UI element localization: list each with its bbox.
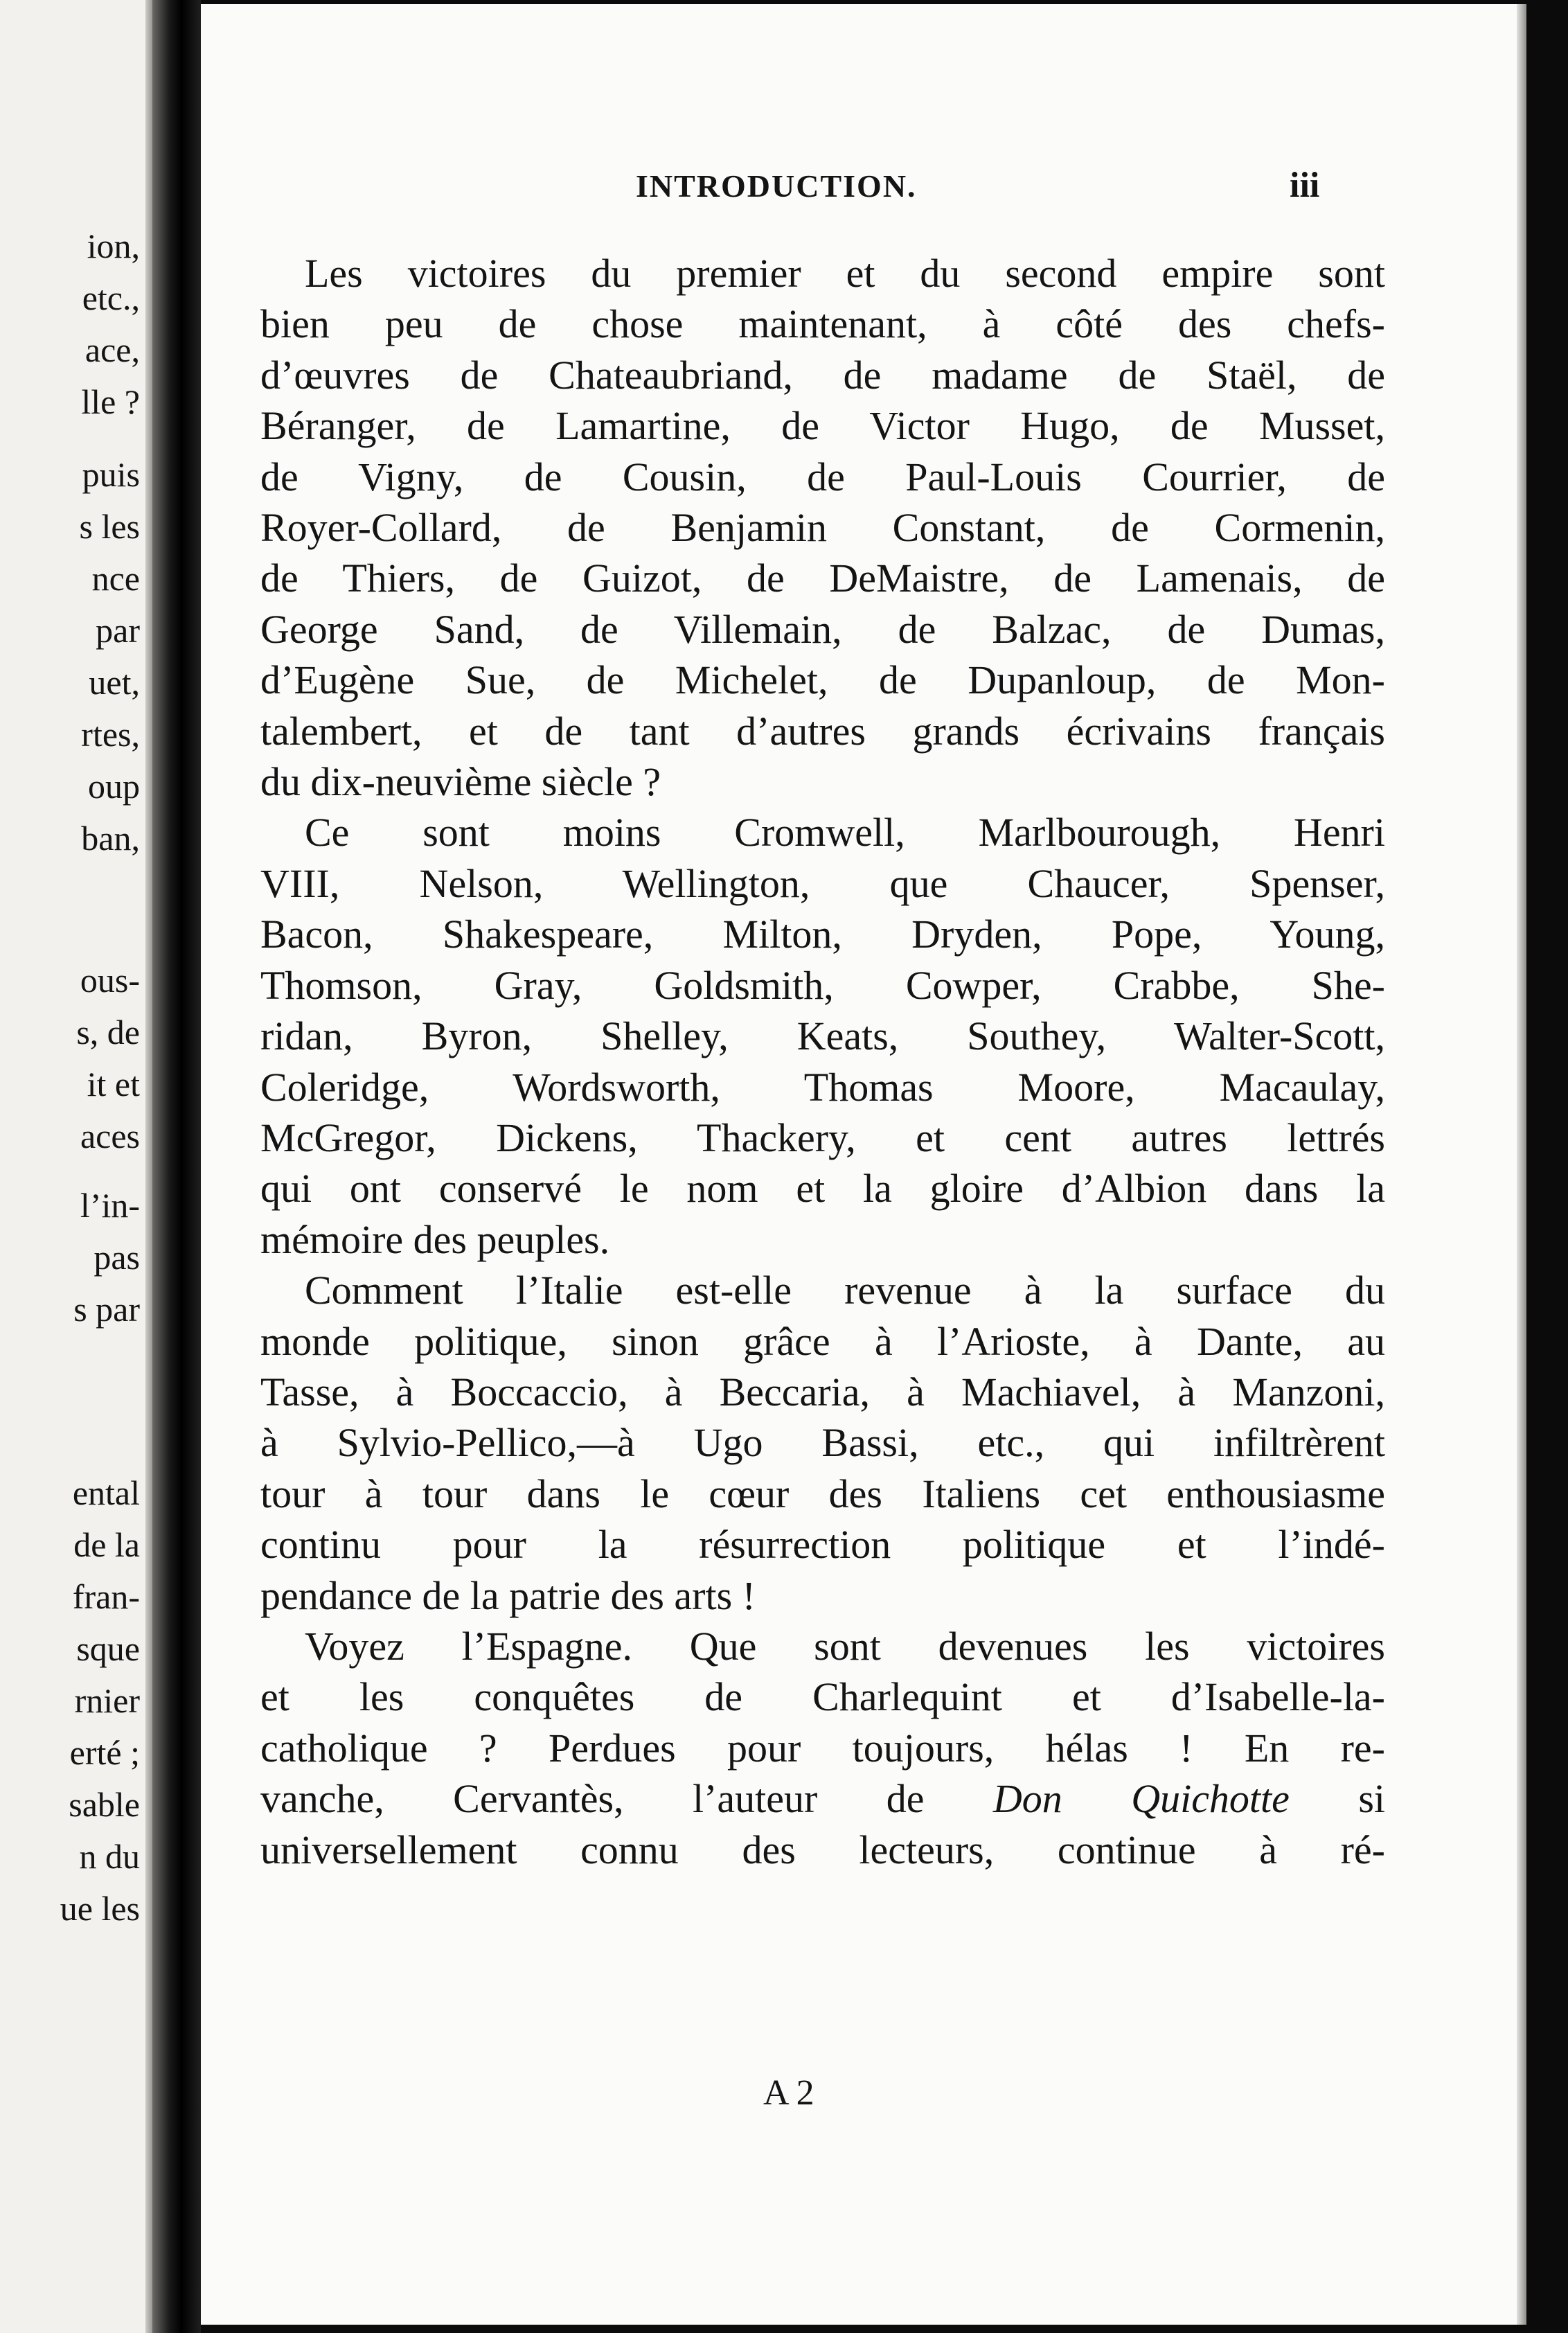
text-line-with-title: [260, 1773, 1385, 1824]
facing-page-fragment: erté ;: [69, 1733, 140, 1772]
facing-page-fragment: ue les: [60, 1889, 140, 1928]
text-line: George Sand, de Villemain, de Balzac, de Dumas,: [260, 606, 1385, 652]
paragraph-2: [260, 807, 1385, 1265]
facing-page-fragment: rtes,: [81, 715, 140, 754]
text-line: Comment l’Italie est-elle revenue à la surface du: [305, 1268, 1385, 1313]
book-gutter: [152, 0, 201, 2333]
text-line: monde politique, sinon grâce à l’Arioste, à Dante, au: [260, 1318, 1385, 1364]
text-line: Bacon, Shakespeare, Milton, Dryden, Pope, Young,: [260, 912, 1385, 957]
text-fragment: vanche, Cervantès, l’auteur de: [260, 1776, 925, 1822]
text-line: universellement connu des lecteurs, continue à ré-: [260, 1827, 1385, 1872]
text-line: continu pour la résurrection politique et l’indé-: [260, 1522, 1385, 1568]
facing-page-fragment: n du: [79, 1837, 140, 1876]
text-line: Les victoires du premier et du second empire sont: [305, 251, 1385, 296]
facing-page-fragment: puis: [82, 455, 140, 494]
text-line: à Sylvio-Pellico,—à Ugo Bassi, etc., qui infiltrèrent: [260, 1420, 1385, 1466]
signature-mark: A 2: [763, 2073, 814, 2113]
text-line: Béranger, de Lamartine, de Victor Hugo, de Musset,: [260, 403, 1385, 449]
facing-page-fragment: s par: [73, 1290, 140, 1329]
facing-page-fragment: uet,: [89, 663, 140, 702]
facing-page-fragment: ace,: [84, 330, 140, 369]
text-line: Ce sont moins Cromwell, Marlbourough, Henri: [305, 810, 1385, 855]
facing-page-fragment: aces: [80, 1117, 140, 1155]
text-line: bien peu de chose maintenant, à côté des chefs-: [260, 301, 1385, 347]
text-line: Coleridge, Wordsworth, Thomas Moore, Macaulay,: [260, 1064, 1385, 1110]
page-edge: [1517, 4, 1526, 2325]
text-line: catholique ? Perdues pour toujours, hélas ! En re-: [260, 1725, 1385, 1771]
book-title: Don Quichotte: [992, 1776, 1290, 1822]
facing-page-fragment: par: [96, 611, 140, 650]
text-line: de Thiers, de Guizot, de DeMaistre, de Lamenais, de: [260, 556, 1385, 601]
text-line: pendance de la patrie des arts !: [260, 1572, 756, 1618]
facing-page-fragment: de la: [73, 1525, 140, 1564]
facing-page-fragment: fran-: [72, 1577, 140, 1616]
facing-page-fragment: it et: [87, 1065, 140, 1103]
facing-page-fragment: ion,: [87, 227, 140, 265]
text-line: Royer-Collard, de Benjamin Constant, de Cormenin,: [260, 505, 1385, 551]
body-text: [260, 248, 1385, 1875]
facing-page-fragment: l’in-: [80, 1186, 140, 1225]
facing-page-fragment: s, de: [76, 1013, 140, 1052]
facing-page-fragment: lle ?: [81, 382, 140, 421]
facing-page-fragment: sable: [69, 1785, 140, 1824]
text-line: talembert, et de tant d’autres grands écrivains français: [260, 708, 1385, 754]
facing-page-fragment: oup: [88, 767, 140, 806]
facing-page-fragment: etc.,: [82, 278, 140, 317]
facing-page-fragment: ental: [72, 1473, 140, 1512]
paragraph-4: [260, 1621, 1385, 1875]
text-line: ridan, Byron, Shelley, Keats, Southey, Walter-Scott,: [260, 1013, 1385, 1059]
facing-page-fragment: pas: [93, 1238, 140, 1277]
text-line: et les conquêtes de Charlequint et d’Isabelle-la-: [260, 1674, 1385, 1720]
facing-page-fragment: s les: [79, 507, 140, 546]
facing-page: [0, 0, 152, 2333]
text-line: McGregor, Dickens, Thackery, et cent autres lettrés: [260, 1115, 1385, 1160]
text-line: Tasse, à Boccaccio, à Beccaria, à Machiavel, à Manzoni,: [260, 1369, 1385, 1414]
text-line: Thomson, Gray, Goldsmith, Cowper, Crabbe, She-: [260, 962, 1385, 1008]
facing-page-fragment: sque: [76, 1629, 140, 1668]
text-line: de Vigny, de Cousin, de Paul-Louis Courrier, de: [260, 454, 1385, 499]
text-fragment: si: [1358, 1776, 1386, 1822]
text-line: VIII, Nelson, Wellington, que Chaucer, Spenser,: [260, 860, 1385, 906]
text-line: Voyez l’Espagne. Que sont devenues les victoires: [305, 1623, 1385, 1669]
text-line: d’Eugène Sue, de Michelet, de Dupanloup, de Mon-: [260, 657, 1385, 703]
facing-page-fragment: rnier: [74, 1681, 140, 1720]
facing-page-fragment: nce: [91, 559, 140, 598]
facing-page-fragment: ban,: [81, 819, 140, 858]
text-line: du dix-neuvième siècle ?: [260, 759, 661, 805]
text-line: tour à tour dans le cœur des Italiens cet enthousiasme: [260, 1471, 1385, 1516]
text-line: qui ont conservé le nom et la gloire d’Albion dans la: [260, 1166, 1385, 1212]
text-line: mémoire des peuples.: [260, 1216, 610, 1262]
facing-page-edge: [145, 0, 152, 2333]
text-line: d’œuvres de Chateaubriand, de madame de Staël, de: [260, 352, 1385, 398]
paragraph-1: [260, 248, 1385, 807]
book-page: [201, 4, 1526, 2325]
page-number: iii: [1290, 166, 1320, 205]
running-head: INTRODUCTION.: [636, 168, 917, 204]
facing-page-fragment: ous-: [80, 961, 140, 1000]
paragraph-3: [260, 1265, 1385, 1621]
